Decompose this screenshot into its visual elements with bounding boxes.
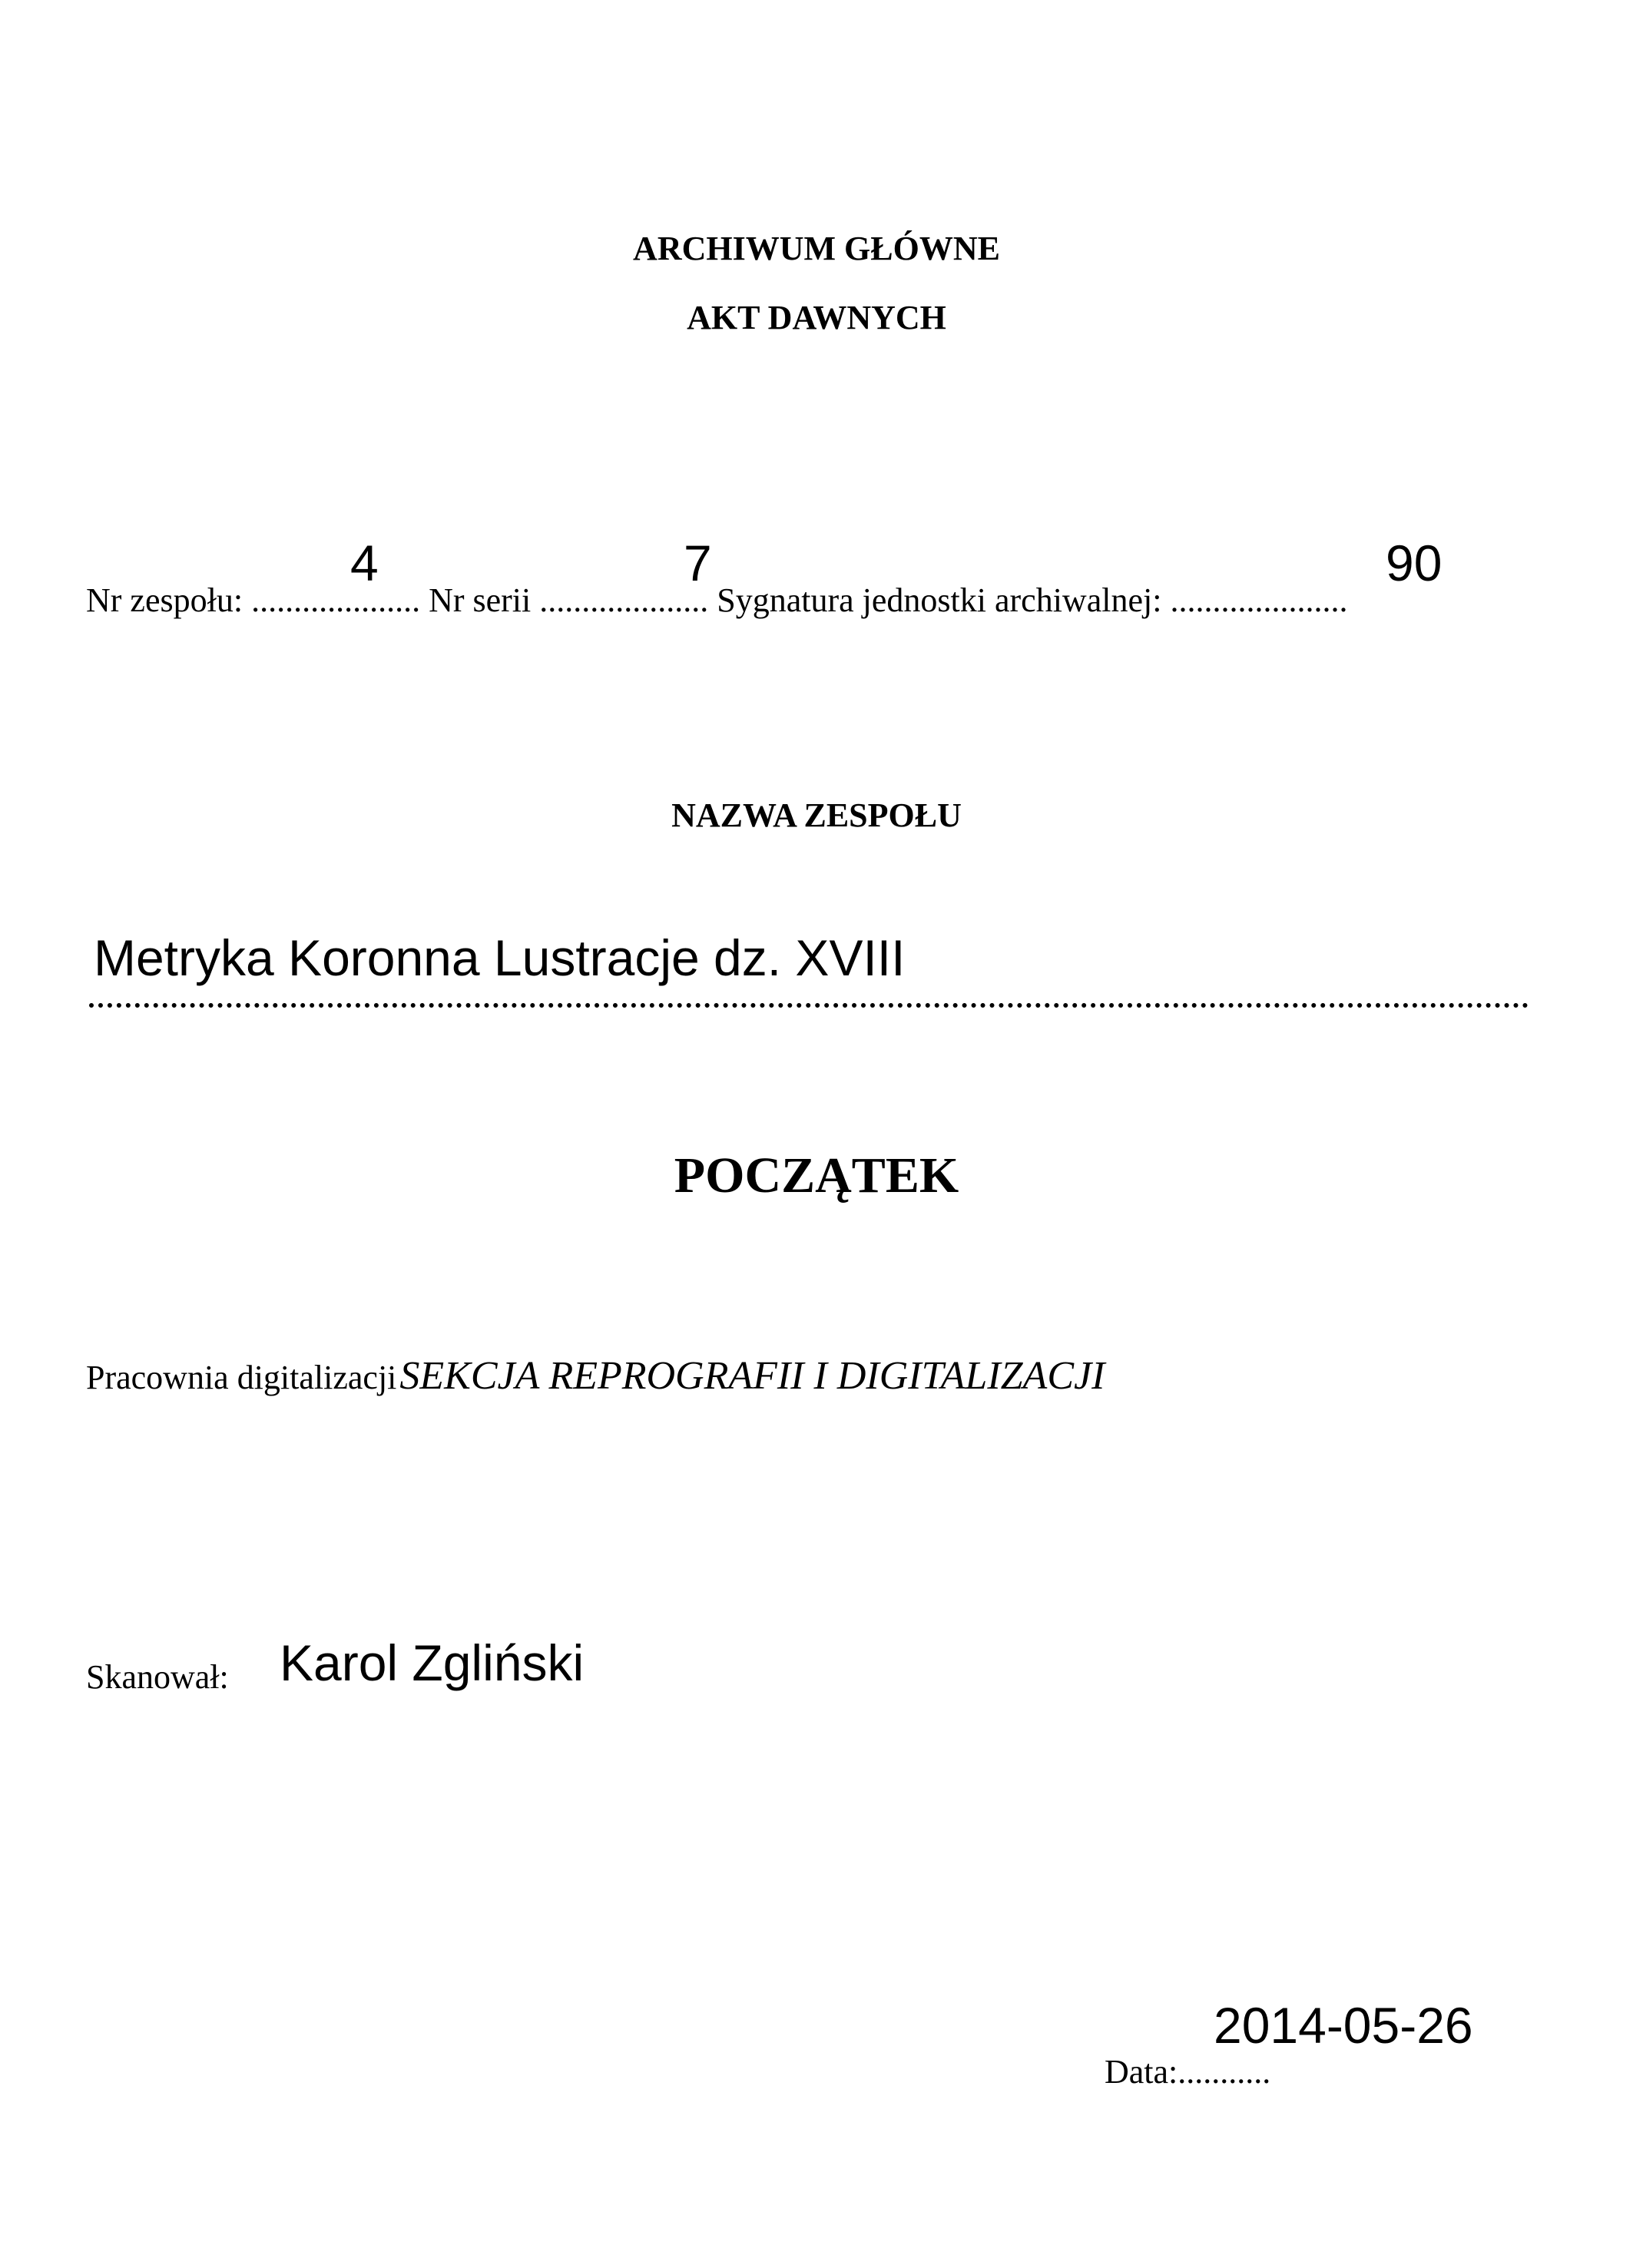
sygnatura-value: 90 — [1386, 535, 1443, 591]
fond-name: Metryka Koronna Lustracje dz. XVIII — [94, 929, 906, 986]
scanner-name: Karol Zgliński — [280, 1634, 585, 1691]
sygnatura-dots: ..................... — [1170, 581, 1348, 619]
archive-name-line1: ARCHIWUM GŁÓWNE — [633, 230, 1000, 267]
sygnatura-label: Sygnatura jednostki archiwalnej: — [717, 581, 1162, 619]
workshop-value: SEKCJA REPROGRAFII I DIGITALIZACJI — [399, 1354, 1105, 1398]
date-row — [1105, 2055, 1270, 2089]
nr-serii-dots: .................... — [539, 581, 709, 619]
scanner-label: Skanował: — [86, 1658, 229, 1696]
nr-zespolu-value: 4 — [350, 535, 379, 591]
workshop-row — [86, 1356, 1105, 1396]
workshop-label: Pracownia digitalizacji — [86, 1359, 397, 1396]
nr-zespolu-dots: .................... — [251, 581, 421, 619]
section-title: POCZĄTEK — [674, 1147, 959, 1204]
fond-heading: NAZWA ZESPOŁU — [671, 796, 962, 834]
nr-serii-value: 7 — [684, 535, 712, 591]
fond-name-dotted-line — [89, 1003, 1529, 1008]
archive-name-line2: AKT DAWNYCH — [687, 299, 946, 336]
identifier-row — [86, 581, 1348, 619]
date-label: Data: — [1105, 2053, 1178, 2091]
date-value: 2014-05-26 — [1214, 1997, 1473, 2054]
date-dots: ........... — [1178, 2053, 1271, 2091]
nr-zespolu-label: Nr zespołu: — [86, 581, 243, 619]
nr-serii-label: Nr serii — [429, 581, 532, 619]
